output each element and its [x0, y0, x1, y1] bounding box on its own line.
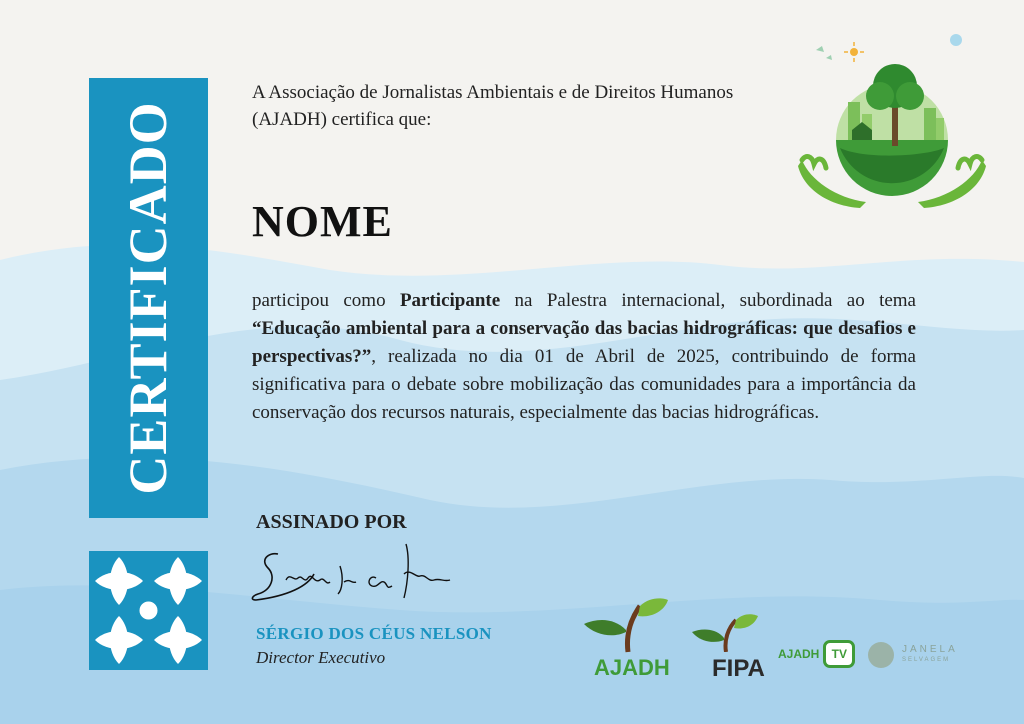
signer-role: Director Executivo: [256, 648, 386, 667]
tv-screen-icon: [823, 640, 855, 668]
body-role: Participante: [399, 290, 501, 311]
eco-globe-hands-icon: [796, 30, 988, 212]
janela-leaf-icon: [868, 642, 894, 668]
fipa-sprout-icon: [690, 612, 768, 652]
side-title: CERTIFICADO: [118, 101, 178, 495]
fipa-logo-text: FIPA: [712, 655, 765, 682]
janela-selvagem-logo: [868, 642, 968, 678]
ajadh-logo: [580, 596, 676, 688]
ajadh-logo-text: AJADH: [594, 655, 670, 680]
ajadh-sprout-icon: [580, 596, 676, 654]
body-part-2: na Palestra internacional, subordinada ao tema: [500, 290, 916, 311]
signer-name: SÉRGIO DOS CÉUS NELSON: [256, 624, 492, 643]
selvagem-text: SELVAGEM: [902, 657, 951, 663]
body-part-1: participou como: [252, 290, 400, 311]
tv-text: TV: [831, 647, 848, 661]
ajadh-tv-logo: [778, 640, 862, 684]
geometric-pattern-icon: [89, 551, 208, 670]
recipient-name: NOME: [252, 197, 393, 246]
signed-by-label: ASSINADO POR: [256, 511, 407, 533]
ajadh-tv-text: AJADH: [778, 647, 820, 661]
certificate-body: [252, 287, 916, 427]
body-part-3: , realizada no dia 01 de Abril de 2025, contribuindo de forma significativa para o debate sobre mobilização das comunidades para a importância da conservação dos recursos naturais, especialmente das bacias hidrográficas.: [252, 346, 916, 423]
fipa-logo: [690, 612, 768, 682]
body-theme: “Educação ambiental para a conservação das bacias hidrográficas: que desafios e perspectivas?”: [252, 318, 916, 367]
handwritten-signature: [248, 538, 458, 610]
intro-text: A Associação de Jornalistas Ambientais e de Direitos Humanos (AJADH) certifica que:: [252, 82, 734, 130]
janela-text: JANELA: [902, 644, 958, 655]
